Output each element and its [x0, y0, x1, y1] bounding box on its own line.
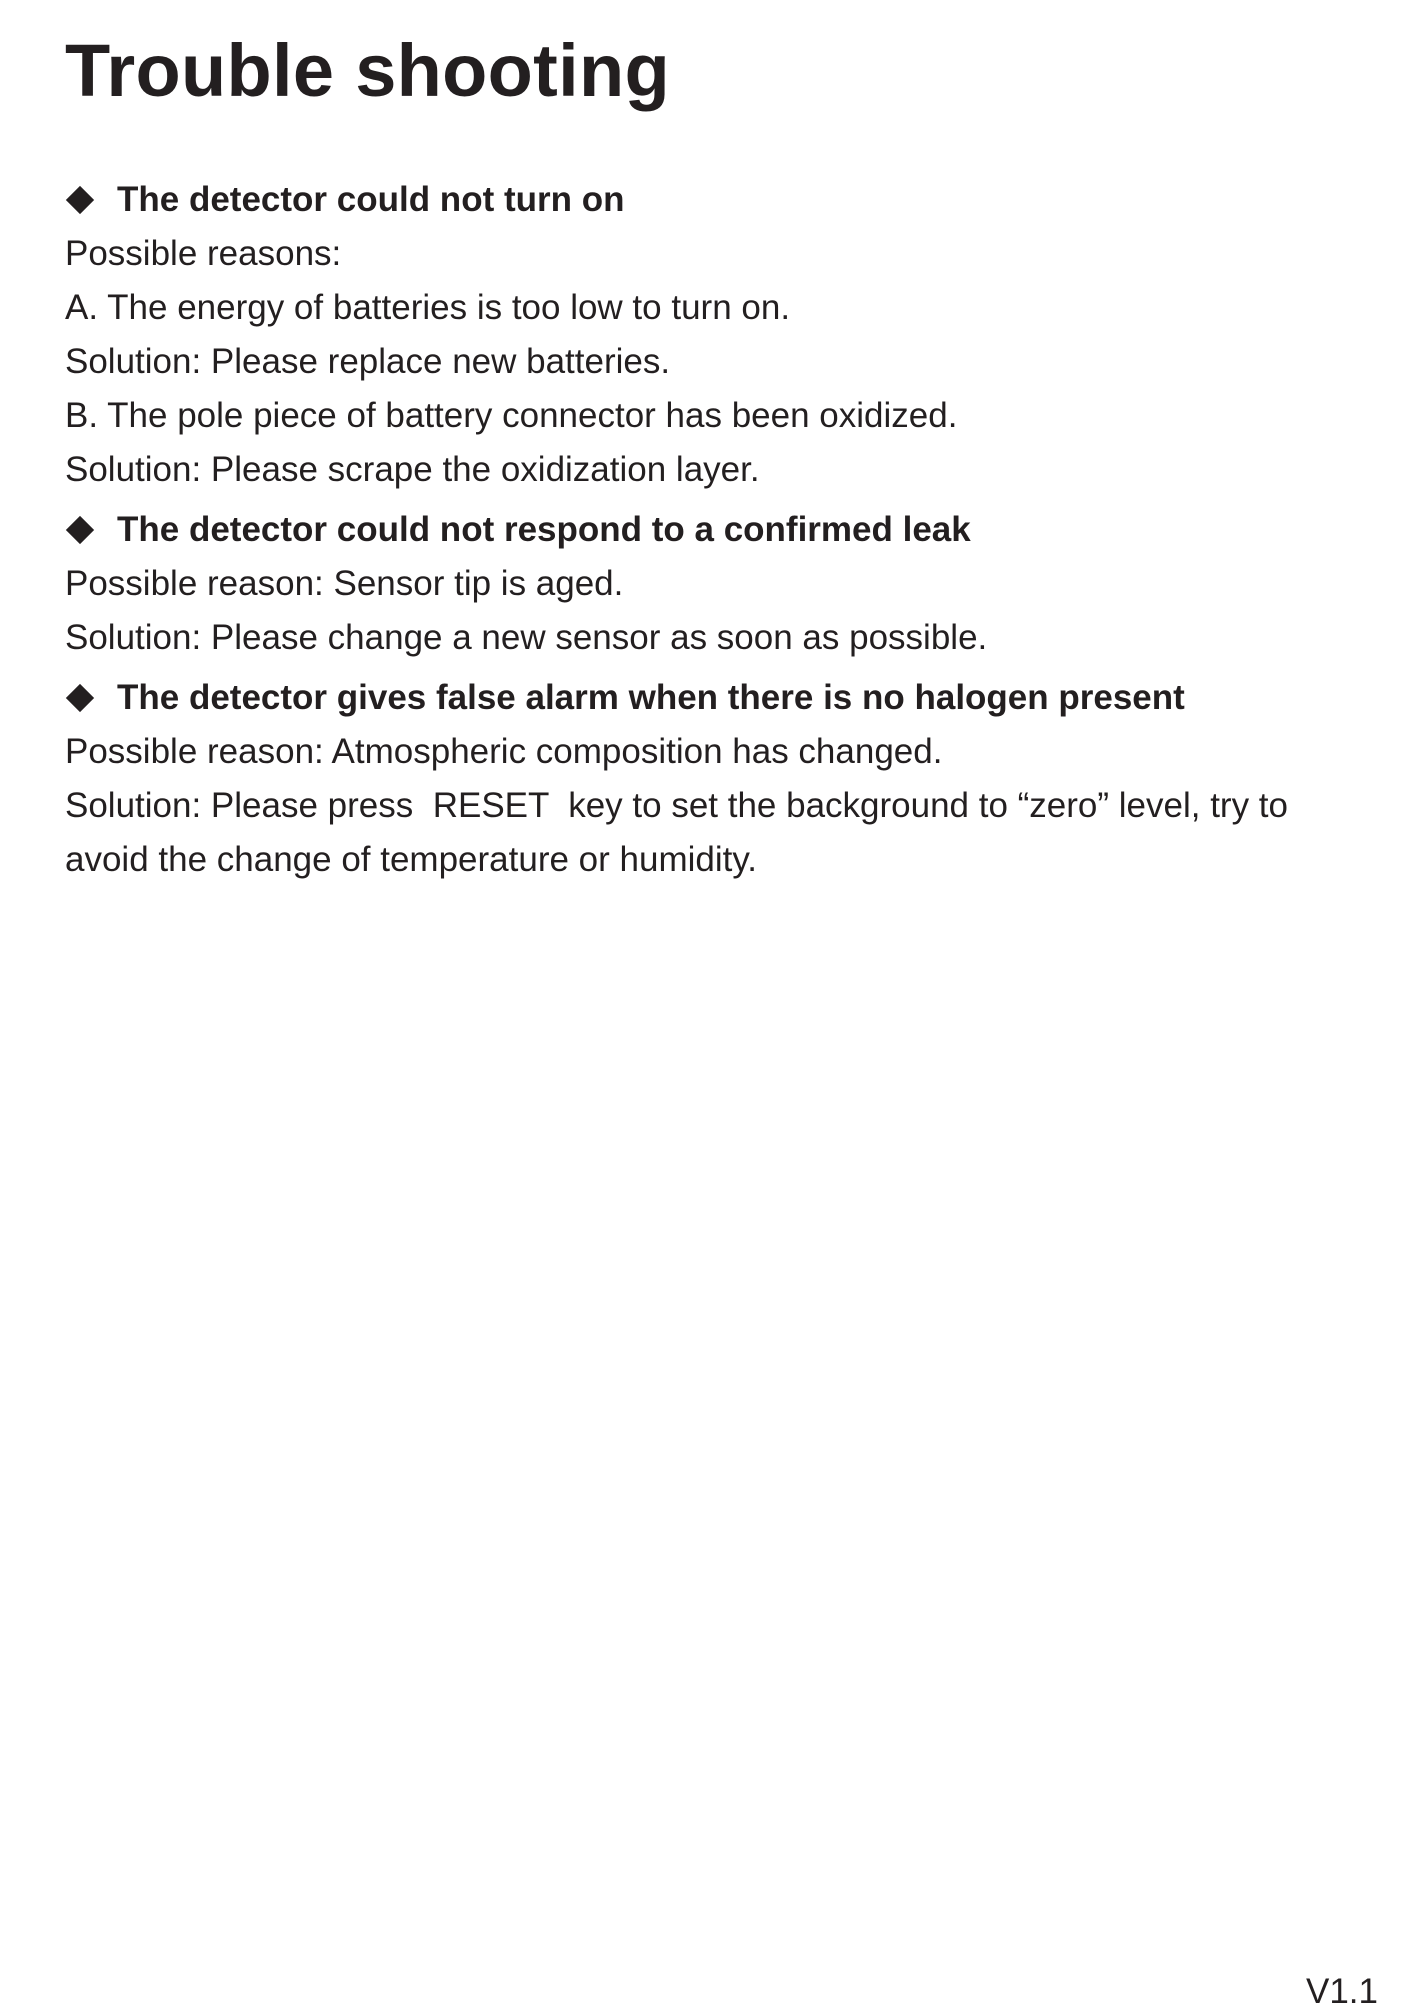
diamond-bullet-icon	[66, 516, 94, 544]
diamond-bullet-icon	[66, 186, 94, 214]
diamond-bullet-icon	[66, 684, 94, 712]
section-line: avoid the change of temperature or humidity.	[65, 840, 757, 879]
section-heading-text: The detector could not respond to a confirmed leak	[117, 510, 971, 549]
section-line: B. The pole piece of battery connector has been oxidized.	[65, 396, 958, 435]
section-line: Solution: Please scrape the oxidization layer.	[65, 450, 760, 489]
section-line: A. The energy of batteries is too low to turn on.	[65, 288, 791, 327]
section-line: Possible reasons:	[65, 234, 342, 273]
section-heading-text: The detector gives false alarm when there is no halogen present	[117, 678, 1185, 717]
section-line: Possible reason: Atmospheric composition has changed.	[65, 732, 943, 771]
page-title: Trouble shooting	[65, 29, 670, 112]
section-line: Possible reason: Sensor tip is aged.	[65, 564, 624, 603]
section-line: Solution: Please replace new batteries.	[65, 342, 671, 381]
section-line: Solution: Please press RESET key to set the background to “zero” level, try to	[65, 786, 1289, 825]
version-label: V1.1	[1306, 1972, 1378, 2011]
troubleshooting-content	[65, 173, 1365, 887]
section-heading-no-power	[65, 173, 1365, 227]
section-heading-text: The detector could not turn on	[117, 180, 625, 219]
section-line: Solution: Please change a new sensor as soon as possible.	[65, 618, 988, 657]
section-heading-false-alarm	[65, 671, 1365, 725]
section-heading-no-response	[65, 503, 1365, 557]
